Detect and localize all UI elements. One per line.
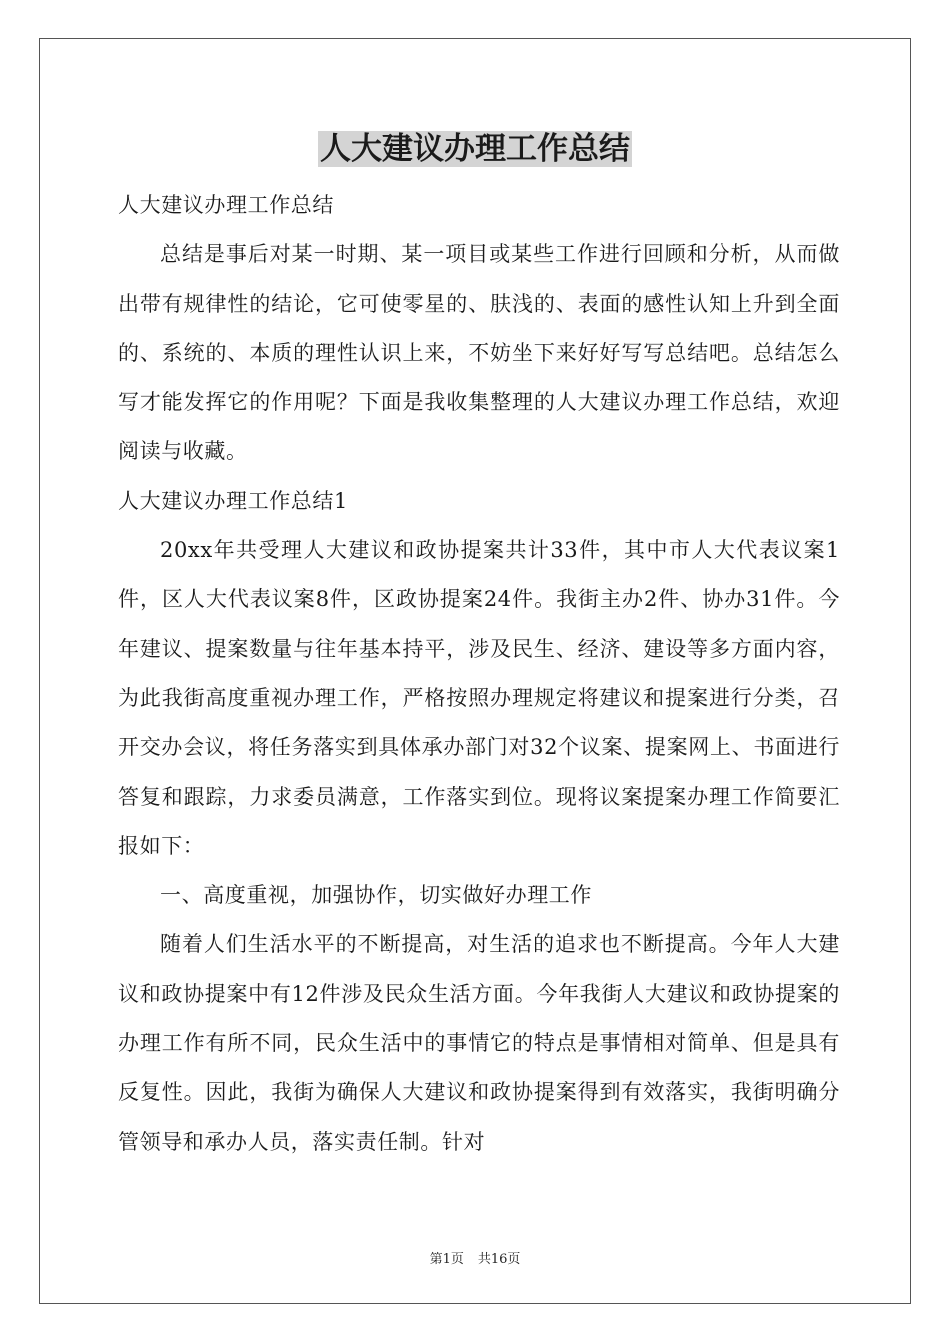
total-pages: 共16页 bbox=[477, 1252, 521, 1267]
paragraph-intro: 总结是事后对某一时期、某一项目或某些工作进行回顾和分析，从而做出带有规律性的结论，它可使零星的、肤浅的、表面的感性认知上升到全面的、系统的、本质的理性认识上来，不妨坐下来好好写写总结吧。总结怎么写才能发挥它的作用呢？下面是我收集整理的人大建议办理工作总结，欢迎阅读与收藏。 bbox=[118, 242, 840, 464]
paragraph-detail: 随着人们生活水平的不断提高，对生活的追求也不断提高。今年人大建议和政协提案中有12件涉及民众生活方面。今年我街人大建议和政协提案的办理工作有所不同，民众生活中的事情它的特点是事情相对简单、但是具有反复性。因此，我街为确保人大建议和政协提案得到有效落实，我街明确分管领导和承办人员，落实责任制。针对 bbox=[118, 932, 840, 1154]
document-body bbox=[118, 181, 840, 1167]
document-title bbox=[0, 126, 950, 172]
page-footer bbox=[0, 1248, 950, 1267]
page-number: 第1页 bbox=[429, 1252, 464, 1267]
paragraph-overview: 20xx年共受理人大建议和政协提案共计33件，其中市人大代表议案1件，区人大代表议案8件，区政协提案24件。我街主办2件、协办31件。今年建议、提案数量与往年基本持平，涉及民生、经济、建设等多方面内容，为此我街高度重视办理工作，严格按照办理规定将建议和提案进行分类，召开交办会议，将任务落实到具体承办部门对32个议案、提案网上、书面进行答复和跟踪，力求委员满意，工作落实到位。现将议案提案办理工作简要汇报如下： bbox=[118, 538, 840, 858]
document-title-text: 人大建议办理工作总结 bbox=[320, 131, 630, 167]
paragraph-section-heading: 人大建议办理工作总结1 bbox=[118, 488, 348, 513]
paragraph-subtitle: 人大建议办理工作总结 bbox=[118, 193, 334, 217]
paragraph-heading-one: 一、高度重视，加强协作，切实做好办理工作 bbox=[160, 883, 592, 908]
